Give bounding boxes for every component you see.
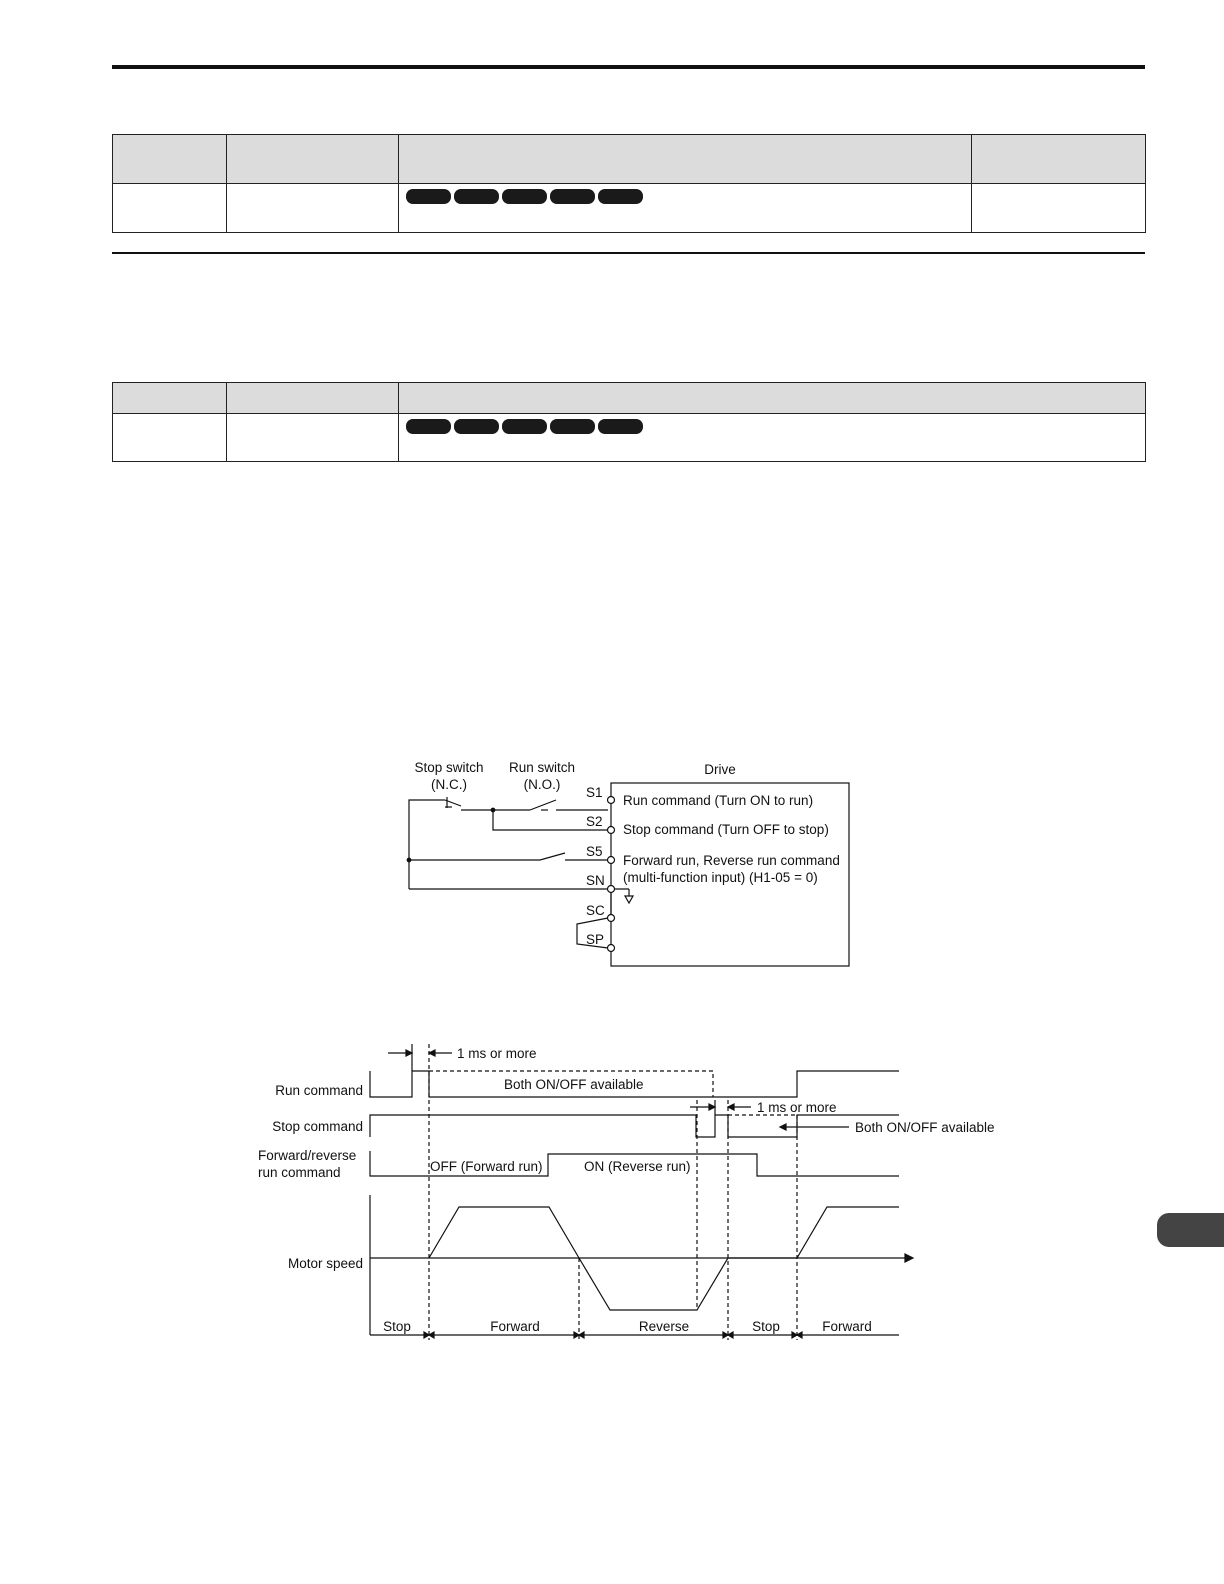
wiring-labels <box>414 760 839 947</box>
s5-description-line1: Forward run, Reverse run command <box>623 853 840 868</box>
terminal-sn-label: SN <box>586 873 605 888</box>
terminal-s2-label: S2 <box>586 814 603 829</box>
ground-icon <box>625 896 633 903</box>
left-bus-wire <box>409 800 440 889</box>
terminal-s1-icon <box>608 797 615 804</box>
junction-dot <box>407 858 411 862</box>
stop-switch-label: Stop switch <box>414 760 484 775</box>
terminal-s1-label: S1 <box>586 785 603 800</box>
terminal-sc-icon <box>608 915 615 922</box>
phase-label: Forward <box>490 1319 540 1334</box>
time-axis-arrow-icon <box>905 1254 913 1262</box>
s2-description: Stop command (Turn OFF to stop) <box>623 822 829 837</box>
phase-label: Forward <box>822 1319 872 1334</box>
arrow-left-icon <box>429 1050 435 1056</box>
s1-description: Run command (Turn ON to run) <box>623 793 814 808</box>
run-switch-contact <box>530 800 556 810</box>
terminal-sp-icon <box>608 945 615 952</box>
run-switch-label: Run switch <box>508 760 576 775</box>
fwd-off-label: OFF (Forward run) <box>430 1159 543 1174</box>
arrow-left-icon <box>728 1104 734 1110</box>
both-available-label-2: Both ON/OFF available <box>855 1120 995 1135</box>
motor-speed-label: Motor speed <box>287 1256 363 1271</box>
fwd-rev-switch-contact <box>540 853 565 860</box>
phase-label: Stop <box>752 1319 780 1334</box>
s5-description-line2: (multi-function input) (H1-05 = 0) <box>623 870 818 885</box>
rev-on-label: ON (Reverse run) <box>584 1159 691 1174</box>
run-command-label: Run command <box>275 1083 363 1098</box>
terminal-s5-label: S5 <box>586 844 603 859</box>
arrow-right-icon <box>709 1104 715 1110</box>
arrow-left-icon <box>728 1332 733 1338</box>
stop-command-label: Stop command <box>272 1119 363 1134</box>
run-switch-type: (N.O.) <box>523 777 561 792</box>
arrow-left-icon <box>797 1332 802 1338</box>
arrow-left-icon <box>780 1124 786 1130</box>
terminal-sn-icon <box>608 886 615 893</box>
min-pulse-label-2: 1 ms or more <box>757 1100 837 1115</box>
phase-label: Stop <box>383 1319 411 1334</box>
fwd-rev-label-line2: run command <box>258 1165 341 1180</box>
drive-label: Drive <box>704 762 736 777</box>
arrow-left-icon <box>429 1332 434 1338</box>
terminal-s2-icon <box>608 827 615 834</box>
arrow-left-icon <box>579 1332 584 1338</box>
timing-labels <box>258 1046 995 1334</box>
stop-command-trace <box>370 1115 899 1137</box>
junction-dot <box>491 808 495 812</box>
min-pulse-label-1: 1 ms or more <box>457 1046 537 1061</box>
stop-switch-type: (N.C.) <box>431 777 467 792</box>
both-available-label-1: Both ON/OFF available <box>504 1077 644 1092</box>
terminal-sc-label: SC <box>586 903 605 918</box>
terminal-sp-label: SP <box>586 932 605 947</box>
phase-label: Reverse <box>638 1319 690 1334</box>
terminal-s5-icon <box>608 857 615 864</box>
section-tab <box>1157 1213 1224 1247</box>
arrow-right-icon <box>406 1050 412 1056</box>
fwd-rev-label-line1: Forward/reverse <box>258 1148 357 1163</box>
